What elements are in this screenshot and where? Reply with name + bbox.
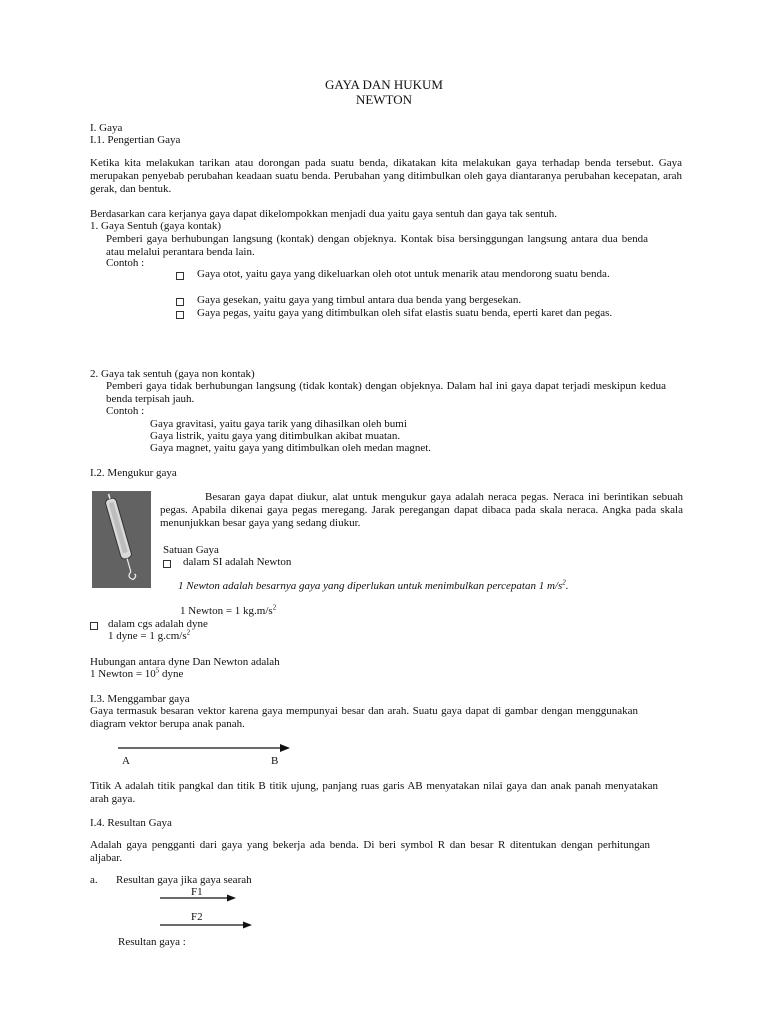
contoh-label: Contoh :: [106, 257, 145, 269]
list-item-desc: Pemberi gaya tidak berhubungan langsung (tidak kontak) dengan objeknya. Dalam hal ini gaya dapat terjadi meskipun kedua benda terpisah jauh.: [106, 380, 666, 405]
checkbox-icon: [176, 270, 184, 283]
section-heading: I. Gaya: [90, 122, 123, 134]
force-label-f2: F2: [191, 911, 203, 923]
list-letter: a.: [90, 874, 98, 886]
paragraph: Besaran gaya dapat diukur, alat untuk mengukur gaya adalah neraca pegas. Neraca ini berintikan sebuah pegas. Apabila dikenai gaya pegas meregang. Jarak peregangan dapat dibaca pada skala neraca. Angka pada skala menunjukkan besar gaya yang sedang diukur.: [160, 491, 683, 529]
list-item: Gaya gravitasi, yaitu gaya tarik yang dihasilkan oleh bumi: [150, 418, 407, 430]
list-item: dalam SI adalah Newton: [183, 556, 292, 568]
subsection-heading: I.1. Pengertian Gaya: [90, 134, 181, 146]
vector-arrow-ab: [116, 742, 292, 754]
list-item: Gaya magnet, yaitu gaya yang ditimbulkan oleh medan magnet.: [150, 442, 432, 454]
checkbox-icon: [176, 309, 184, 322]
doc-title-line2: NEWTON: [355, 92, 413, 107]
checkbox-icon: [90, 620, 98, 633]
force-arrow-f1: [158, 893, 238, 903]
list-item: dalam cgs adalah dyne: [108, 618, 208, 630]
checkbox-icon: [163, 558, 171, 571]
equation: 1 Newton = 1 $kg.m/s^2$: [180, 603, 277, 617]
force-label-f1: F1: [191, 886, 203, 898]
list-item-title: 2. Gaya tak sentuh (gaya non kontak): [90, 368, 255, 380]
doc-title-line1: GAYA DAN HUKUM: [325, 77, 443, 92]
list-item-desc: Pemberi gaya berhubungan langsung (kontak) dengan objeknya. Kontak bisa bersinggungan langsung antara dua benda atau melalui perantara benda lain.: [106, 233, 648, 258]
equation: 1 dyne = 1 $g.cm/s^2$: [108, 628, 191, 642]
contoh-label: Contoh :: [106, 405, 145, 417]
paragraph: Ketika kita melakukan tarikan atau dorongan pada suatu benda, dikatakan kita melakukan gaya terhadap benda tersebut. Gaya merupakan penyebab perubahan keadaan suatu benda. Perubahan yang ditimbulkan oleh gaya diantaranya perubahan kecepatan, arah gerak, dan bentuk.: [90, 157, 682, 195]
paragraph: Adalah gaya pengganti dari gaya yang bekerja ada benda. Di beri symbol R dan besar R ditentukan dengan perhitungan aljabar.: [90, 839, 650, 864]
force-arrow-f2: [158, 920, 254, 930]
subsection-heading: I.2. Mengukur gaya: [90, 467, 177, 479]
paragraph: Titik A adalah titik pangkal dan titik B titik ujung, panjang ruas garis AB menyatakan nilai gaya dan anak panah menyatakan arah gaya.: [90, 780, 658, 805]
paragraph: Hubungan antara dyne Dan Newton adalah: [90, 656, 280, 668]
paragraph: Gaya termasuk besaran vektor karena gaya mempunyai besar dan arah. Suatu gaya dapat di gambar dengan menggunakan diagram vektor berupa anak panah.: [90, 705, 638, 730]
list-item: Gaya listrik, yaitu gaya yang ditimbulkan akibat muatan.: [150, 430, 401, 442]
paragraph: Satuan Gaya: [163, 544, 219, 556]
paragraph: Resultan gaya :: [118, 936, 186, 948]
point-label-b: B: [271, 755, 279, 767]
list-item: Gaya pegas, yaitu gaya yang ditimbulkan oleh sifat elastis suatu benda, eperti karet dan pegas.: [197, 307, 613, 319]
subsection-heading: I.4. Resultan Gaya: [90, 817, 172, 829]
subsection-heading: I.3. Menggambar gaya: [90, 693, 190, 705]
list-item: Gaya gesekan, yaitu gaya yang timbul antara dua benda yang bergesekan.: [197, 294, 522, 306]
spring-scale-image: [92, 491, 151, 588]
list-item-title: 1. Gaya Sentuh (gaya kontak): [90, 220, 222, 232]
definition-text: 1 Newton adalah besarnya gaya yang diperlukan untuk menimbulkan percepatan 1 $m/s^2$.: [178, 578, 569, 592]
list-item: Resultan gaya jika gaya searah: [116, 874, 252, 886]
list-item: Gaya otot, yaitu gaya yang dikeluarkan oleh otot untuk menarik atau mendorong suatu benda.: [197, 268, 610, 280]
checkbox-icon: [176, 296, 184, 309]
paragraph: Berdasarkan cara kerjanya gaya dapat dikelompokkan menjadi dua yaitu gaya sentuh dan gaya tak sentuh.: [90, 208, 558, 220]
equation: 1 Newton = $10^5$ dyne: [90, 666, 184, 680]
point-label-a: A: [122, 755, 130, 767]
